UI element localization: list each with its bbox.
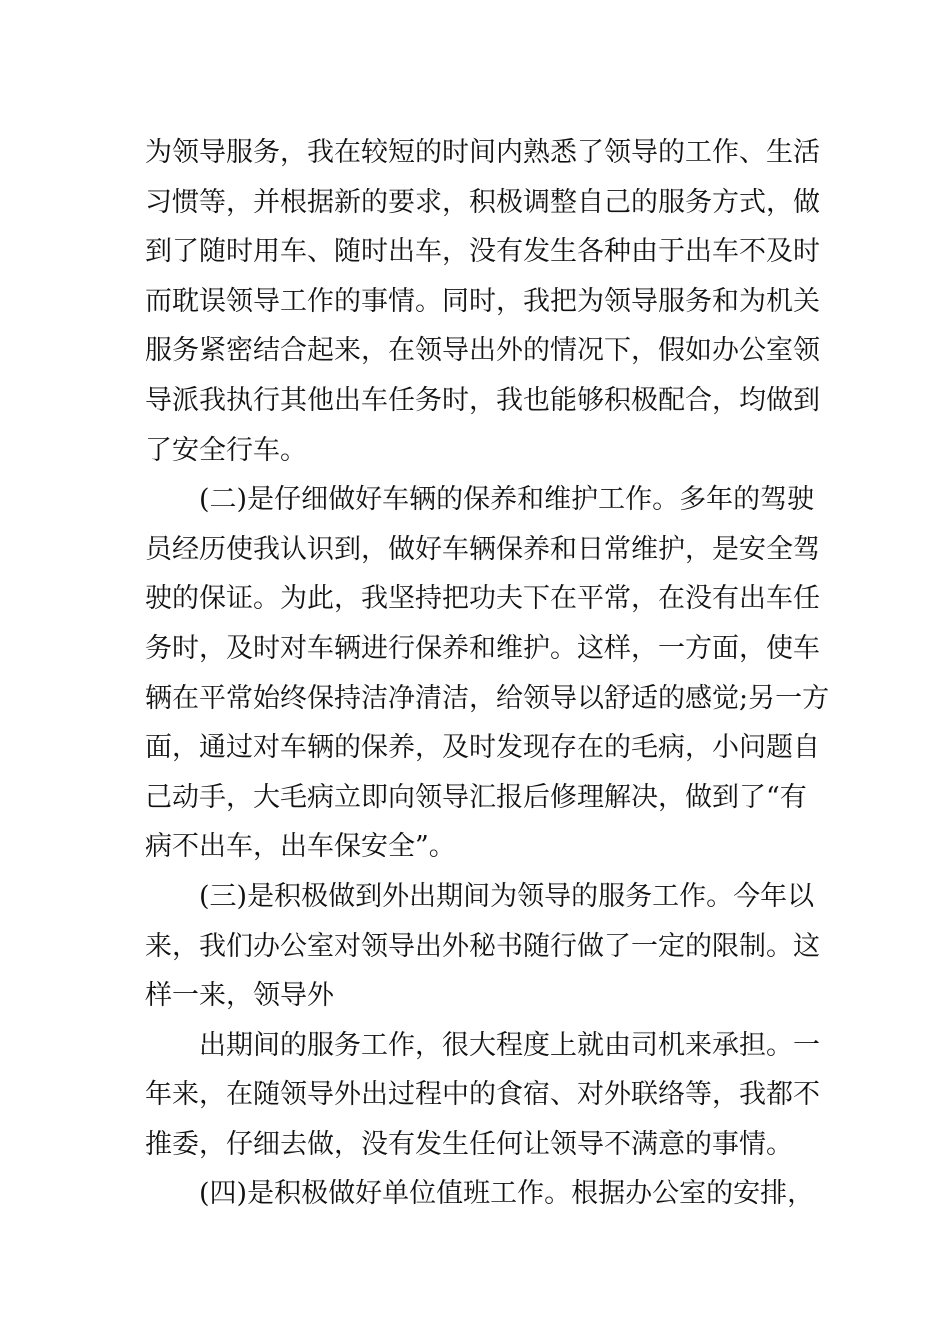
text-line: 导派我执行其他出车任务时，我也能够积极配合，均做到: [145, 384, 820, 416]
text-line: 为领导服务，我在较短的时间内熟悉了领导的工作、生活: [145, 137, 820, 168]
text-line: 务时，及时对车辆进行保养和维护。这样，一方面，使车: [145, 632, 820, 664]
text-line: 己动手，大毛病立即向领导汇报后修理解决，做到了“有: [145, 781, 807, 813]
text-line: (二)是仔细做好车辆的保养和维护工作。多年的驾驶: [199, 484, 815, 516]
text-line: 服务紧密结合起来，在领导出外的情况下，假如办公室领: [145, 335, 820, 367]
text-line: 年来，在随领导外出过程中的食宿、对外联络等，我都不: [145, 1079, 820, 1111]
text-line: 病不出车，出车保安全”。: [145, 831, 456, 863]
document-body: [145, 128, 830, 1219]
text-line: 面，通过对车辆的保养，及时发现存在的毛病，小问题自: [145, 732, 820, 764]
text-line: 推委，仔细去做，没有发生任何让领导不满意的事情。: [145, 1128, 793, 1160]
text-line: 样一来，领导外: [145, 980, 334, 1012]
text-line: 驶的保证。为此，我坚持把功夫下在平常，在没有出车任: [145, 583, 820, 615]
text-line: 而耽误领导工作的事情。同时，我把为领导服务和为机关: [145, 285, 820, 317]
text-line: 了安全行车。: [145, 434, 307, 466]
text-line: 员经历使我认识到，做好车辆保养和日常维护，是安全驾: [145, 533, 820, 565]
text-line: 辆在平常始终保持洁净清洁，给领导以舒适的感觉;另一方: [145, 682, 830, 714]
text-line: (三)是积极做到外出期间为领导的服务工作。今年以: [199, 880, 815, 912]
text-line: 到了随时用车、随时出车，没有发生各种由于出车不及时: [145, 236, 820, 268]
text-line: 出期间的服务工作，很大程度上就由司机来承担。一: [199, 1029, 820, 1061]
text-line: 来，我们办公室对领导出外秘书随行做了一定的限制。这: [145, 930, 820, 962]
text-line: 习惯等，并根据新的要求，积极调整自己的服务方式，做: [145, 186, 820, 218]
text-line: (四)是积极做好单位值班工作。根据办公室的安排，: [199, 1178, 815, 1210]
